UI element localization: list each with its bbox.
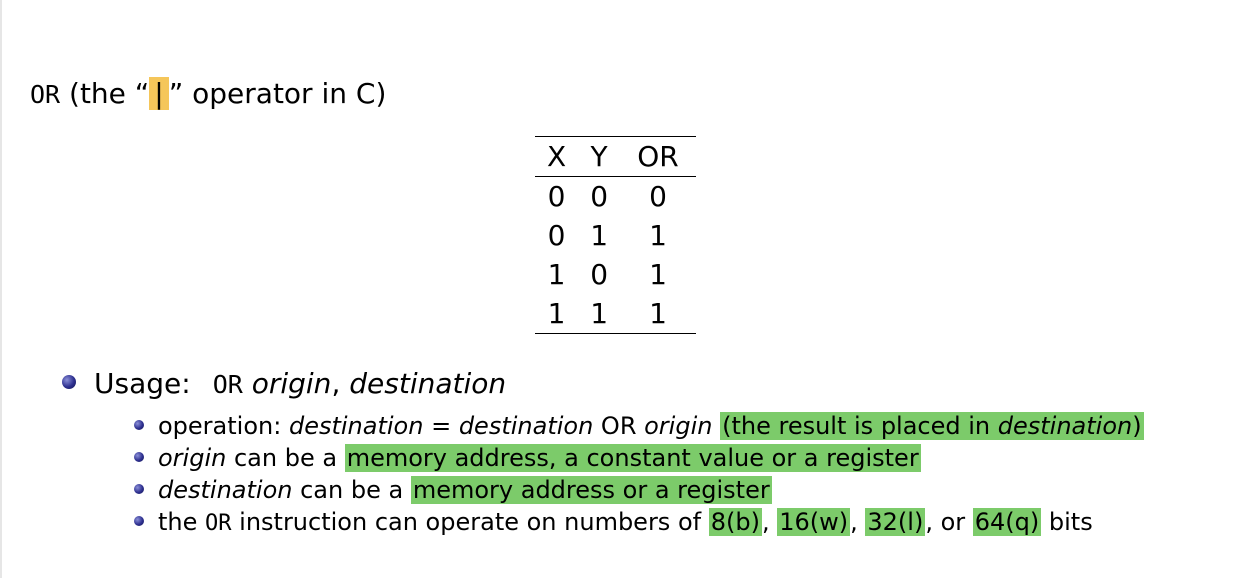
operation-note-close: ) [1132, 412, 1142, 440]
cell-or: 1 [649, 258, 667, 291]
list-item [134, 507, 1093, 539]
cell-y: 0 [590, 258, 609, 291]
cell-x: 1 [547, 297, 566, 330]
cell-or: 1 [649, 219, 667, 252]
size-64-highlight: 64(q) [974, 508, 1040, 536]
origin-highlight: memory address, a constant value or a register [346, 444, 919, 472]
operation-destination: destination [288, 412, 424, 440]
operation-note-destination: destination [997, 412, 1133, 440]
cell-or: 1 [649, 297, 667, 330]
operation-destination: destination [458, 412, 594, 440]
bullet-icon [134, 484, 144, 494]
heading-mnemonic: OR [30, 80, 61, 109]
operation-equals: = [423, 412, 459, 440]
header-y: Y [590, 140, 608, 173]
usage-mnemonic: OR [212, 370, 243, 399]
origin-text: can be a [226, 444, 345, 472]
sizes-comma: , [761, 508, 778, 536]
destination-text: can be a [292, 476, 411, 504]
cell-x: 0 [547, 180, 566, 213]
operation-note-text: (the result is placed in [722, 412, 998, 440]
usage-comma: , [331, 367, 341, 400]
operation-label: operation: [158, 412, 289, 440]
size-32-highlight: 32(l) [867, 508, 924, 536]
header-x: X [547, 140, 567, 173]
table-row [535, 216, 696, 255]
sizes-post: bits [1041, 508, 1093, 536]
bullet-icon [134, 452, 144, 462]
cell-y: 1 [590, 219, 609, 252]
destination-highlight: memory address or a register [412, 476, 770, 504]
slide-left-border [0, 0, 2, 578]
cell-x: 1 [547, 258, 566, 291]
sizes-mnemonic: OR [205, 511, 232, 536]
heading-suffix: ” operator in C) [168, 77, 387, 110]
bullet-icon [134, 516, 144, 526]
size-16-highlight: 16(w) [779, 508, 849, 536]
cell-or: 0 [649, 180, 667, 213]
bullet-icon [134, 420, 144, 430]
operation-origin: origin [644, 412, 713, 440]
list-item [134, 475, 772, 505]
table-row [535, 177, 696, 217]
truth-table-header-row [535, 137, 696, 177]
table-row [535, 294, 696, 334]
bullet-icon [62, 375, 76, 389]
usage-arg-destination: destination [349, 367, 507, 400]
operation-or: OR [593, 412, 645, 440]
list-item [134, 411, 1144, 441]
truth-table [535, 136, 696, 334]
heading-prefix: (the “ [69, 77, 150, 110]
cell-y: 1 [590, 297, 609, 330]
usage-label: Usage: [94, 367, 191, 400]
sizes-pre: the [158, 508, 206, 536]
cell-y: 0 [590, 180, 609, 213]
sizes-or: , or [925, 508, 973, 536]
table-row [535, 255, 696, 294]
size-8-highlight: 8(b) [710, 508, 760, 536]
operation-space [712, 412, 720, 440]
slide-heading [30, 76, 386, 113]
list-item [134, 443, 921, 473]
sizes-text: instruction can operate on numbers of [231, 508, 709, 536]
origin-term: origin [158, 444, 227, 472]
header-or: OR [637, 140, 679, 173]
operation-note-highlight [720, 412, 1144, 440]
cell-x: 0 [547, 219, 566, 252]
usage-arg-origin: origin [251, 367, 332, 400]
usage-line [62, 366, 506, 403]
sizes-comma: , [850, 508, 866, 536]
destination-term: destination [158, 476, 293, 504]
operator-highlight: | [149, 77, 168, 110]
